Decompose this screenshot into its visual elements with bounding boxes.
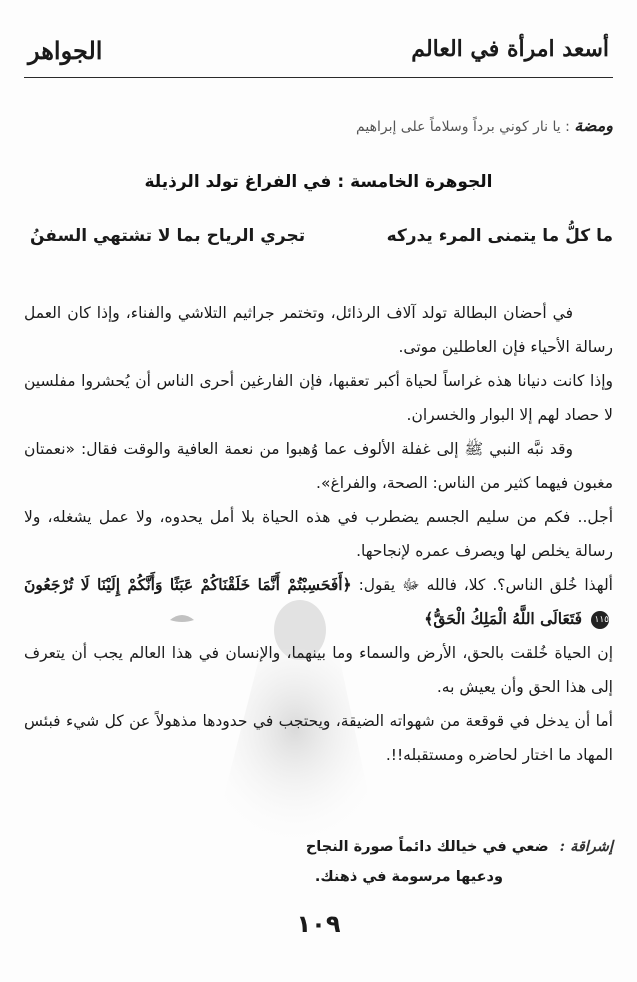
header-divider bbox=[24, 77, 613, 78]
paragraph: في أحضان البطالة تولد آلاف الرذائل، وتختمر جراثيم التلاشي والفناء، وإذا كان العمل رسالة الأحياء فإن العاطلين موتى. bbox=[24, 304, 613, 356]
tip-box bbox=[233, 832, 613, 892]
quran-verse: ﴿أَفَحَسِبْتُمْ أَنَّمَا خَلَقْنَاكُمْ عَبَثًا وَأَنَّكُمْ إِلَيْنَا لَا تُرْجَعُونَ bbox=[24, 575, 352, 594]
page-header bbox=[24, 34, 613, 78]
verse-first-hemistich: ما كلُّ ما يتمنى المرء يدركه bbox=[386, 226, 613, 246]
flash-separator: : bbox=[560, 119, 570, 135]
flash-quote bbox=[356, 116, 613, 135]
tip-line-1 bbox=[233, 832, 613, 862]
quran-intro: ألهذا خُلق الناس؟. كلا، فالله ﷻ يقول: bbox=[358, 576, 613, 594]
paragraph: أما أن يدخل في قوقعة من شهواته الضيقة، ويحتجب في حدودها مذهولاً عن كل شيء فبئس المهاد ما اختار لحاضره ومستقبله!!. bbox=[24, 712, 613, 764]
paragraph: وقد نبَّه النبي ﷺ إلى غفلة الألوف عما وُهبوا من نعمة العافية والوقت فقال: «نعمتان مغبون فيهما كثير من الناس: الصحة، والفراغ». bbox=[24, 440, 613, 492]
paragraph: وإذا كانت دنيانا هذه غراساً لحياة أكبر تعقبها، فإن الفارغين أحرى الناس أن يُحشروا مفلسين لا حصاد لهم إلا البوار والخسران. bbox=[24, 372, 613, 424]
page-number: ١٠٩ bbox=[296, 910, 341, 938]
poetry-verse bbox=[30, 226, 613, 256]
book-title: أسعد امرأة في العالم bbox=[411, 36, 609, 62]
ayah-number-mark: ١١٥ bbox=[591, 611, 609, 629]
chapter-title: الجواهر bbox=[28, 36, 103, 65]
verse-second-hemistich: تجري الرياح بما لا تشتهي السفنُ bbox=[30, 226, 306, 246]
tip-text-2: ودعيها مرسومة في ذهنك. bbox=[314, 869, 503, 885]
body-text bbox=[24, 296, 613, 772]
section-title: الجوهرة الخامسة : في الفراغ تولد الرذيلة bbox=[144, 172, 493, 192]
tip-text-1: ضعي في خيالك دائماً صورة النجاح bbox=[305, 839, 549, 855]
tip-label: إشراقة : bbox=[559, 838, 613, 855]
quran-verse-continuation: فَتَعَالَى اللَّهُ الْمَلِكُ الْحَقُّ﴾ bbox=[424, 609, 583, 628]
quran-paragraph bbox=[24, 568, 613, 636]
flash-label: ومضة bbox=[574, 116, 613, 135]
paragraph: أجل.. فكم من سليم الجسم يضطرب في هذه الحياة بلا أمل يحدوه، ولا عمل يشغله، ولا رسالة يخلص لها ويصرف عمره لإنجاحها. bbox=[24, 508, 613, 560]
flash-text: يا نار كوني برداً وسلاماً على إبراهيم bbox=[356, 119, 561, 135]
paragraph: إن الحياة خُلقت بالحق، الأرض والسماء وما بينهما، والإنسان في هذا العالم يجب أن يتعرف إلى هذا الحق وأن يعيش به. bbox=[24, 644, 613, 696]
